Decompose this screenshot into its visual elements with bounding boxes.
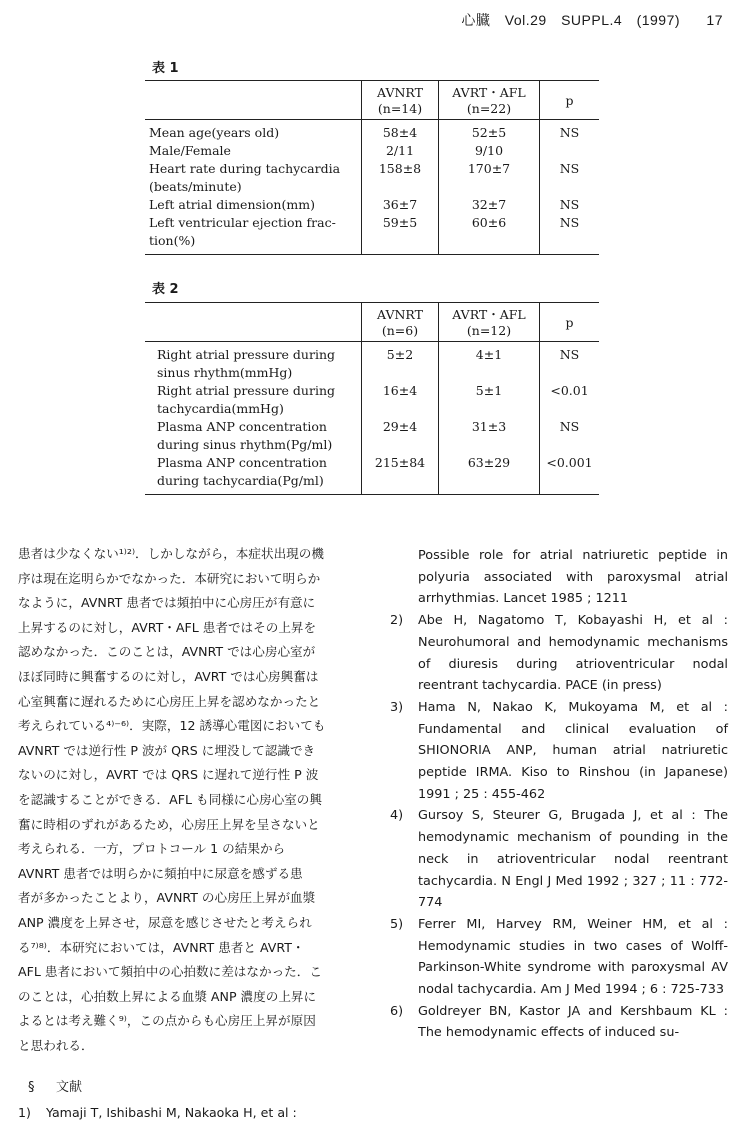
body-line: 奮に時相のずれがあるため，心房圧上昇を呈さないと xyxy=(18,816,320,832)
volume: Vol.29 xyxy=(504,12,547,28)
body-line: 心室興奮に遅れるために心房圧上昇を認めなかったと xyxy=(18,693,321,709)
row-label: Mean age(years old) xyxy=(149,125,280,140)
cell-avnrt: 36±7 xyxy=(362,196,439,214)
year: (1997) xyxy=(636,12,681,28)
body-line: 患者は少なくない¹⁾²⁾．しかしながら，本症状出現の機 xyxy=(18,546,324,561)
table1 xyxy=(145,80,599,255)
table1-header-row xyxy=(145,81,599,120)
cell-p: NS xyxy=(540,342,600,383)
body-line: 考えられる．一方，プロトコール 1 の結果から xyxy=(18,841,286,857)
table2-col-avrt-afl: AVRT・AFL (n=12) xyxy=(439,303,540,342)
body-line: のことは，心拍数上昇による血漿 ANP 濃度の上昇に xyxy=(18,988,317,1004)
table1-col-avrt-afl: AVRT・AFL (n=22) xyxy=(439,81,540,120)
cell-p xyxy=(540,142,600,160)
cell-avrt: 60±6 xyxy=(439,214,540,255)
row-label: Plasma ANP concentration during sinus rhythm(Pg/ml) xyxy=(157,419,333,452)
table1-header-blank xyxy=(145,81,362,120)
body-line: 上昇するのに対し，AVRT・AFL 患者ではその上昇を xyxy=(18,619,317,635)
cell-p: NS xyxy=(540,120,600,143)
cell-avrt: 52±5 xyxy=(439,120,540,143)
table-row xyxy=(145,342,599,383)
running-header xyxy=(451,10,723,30)
reference-item: 6) Goldreyer BN, Kastor JA and Kershbaum KL : The hemodynamic effects of induced su- xyxy=(390,1003,728,1041)
cell-avrt: 4±1 xyxy=(439,342,540,383)
reference-item: 4) Gursoy S, Steurer G, Brugada J, et al : The hemodynamic mechanism of pounding in the neck in atrioventricular nodal reentrant tachycardia. N Engl J Med 1992 ; 327 ; 11 : 772-774 xyxy=(390,808,728,911)
cell-avrt: 170±7 xyxy=(439,160,540,196)
table1-col-avnrt: AVNRT (n=14) xyxy=(362,81,439,120)
cell-avrt: 32±7 xyxy=(439,196,540,214)
table2-label: 表 2 xyxy=(152,282,179,297)
cell-p: NS xyxy=(540,160,600,196)
body-line: よるとは考え難く⁹⁾，この点からも心房圧上昇が原因 xyxy=(18,1013,316,1029)
body-line: AFL 患者において頻拍中の心拍数に差はなかった．こ xyxy=(18,964,322,980)
table-row xyxy=(145,418,599,454)
journal-name: 心臓 xyxy=(461,12,491,28)
cell-p: NS xyxy=(540,418,600,454)
cell-avnrt: 29±4 xyxy=(362,418,439,454)
page-number: 17 xyxy=(706,12,723,28)
cell-avnrt: 16±4 xyxy=(362,382,439,418)
body-line: 認めなかった．このことは，AVNRT では心房心室が xyxy=(18,644,316,660)
body-line: 序は現在迄明らかでなかった．本研究において明らか xyxy=(18,570,321,586)
row-label: Plasma ANP concentration during tachycardia(Pg/ml) xyxy=(145,454,362,495)
table2-header-row xyxy=(145,303,599,342)
reference-item: 3) Hama N, Nakao K, Mukoyama M, et al : Fundamental and clinical evaluation of SHIONORIA ANP, human atrial natriuretic peptide IRMA. Kiso to Rinshou (in Japanese) 1991 ; 25 : 455-462 xyxy=(390,699,728,802)
cell-p: <0.001 xyxy=(540,454,600,495)
supplement: SUPPL.4 xyxy=(561,12,623,28)
table-row xyxy=(145,160,599,196)
body-line: なように，AVNRT 患者では頻拍中に心房圧が有意に xyxy=(18,595,316,611)
cell-p: NS xyxy=(540,214,600,255)
body-line: と思われる． xyxy=(18,1037,94,1053)
body-line: AVNRT 患者では明らかに頻拍中に尿意を感ずる患 xyxy=(18,865,303,881)
cell-avnrt: 2/11 xyxy=(362,142,439,160)
references-right xyxy=(390,545,728,1044)
reference-item: 5) Ferrer MI, Harvey RM, Weiner HM, et al : Hemodynamic studies in two cases of Wolff-Parkinson-White syndrome with paroxysmal AV nodal tachycardia. Am J Med 1994 ; 6 : 725-733 xyxy=(390,916,728,998)
row-label: Left atrial dimension(mm) xyxy=(149,197,315,212)
table1-col-p: p xyxy=(540,81,600,120)
body-line: る⁷⁾⁸⁾．本研究においては，AVNRT 患者と AVRT・ xyxy=(18,939,305,955)
body-line: ANP 濃度を上昇させ，尿意を感じさせたと考えられ xyxy=(18,914,312,930)
body-line: 考えられている⁴⁾⁻⁶⁾．実際，12 誘導心電図においても xyxy=(18,718,326,734)
table-row xyxy=(145,454,599,495)
body-line: を認識することができる．AFL も同様に心房心室の興 xyxy=(18,791,322,807)
row-label: Right atrial pressure during sinus rhythm(mmHg) xyxy=(157,347,336,380)
reference-item: 1) Yamaji T, Ishibashi M, Nakaoka H, et al : xyxy=(18,1105,297,1121)
cell-avnrt: 215±84 xyxy=(362,454,439,495)
cell-avnrt: 158±8 xyxy=(362,160,439,196)
row-label: Male/Female xyxy=(149,143,231,158)
reference-item: 2) Abe H, Nagatomo T, Kobayashi H, et al : Neurohumoral and hemodynamic mechanisms of diuresis during atrioventricular nodal reentrant tachycardia. PACE (in press) xyxy=(390,613,728,694)
references-heading: § 文献 xyxy=(28,1080,83,1096)
row-label: Right atrial pressure during tachycardia(mmHg) xyxy=(157,383,336,416)
table1-label: 表 1 xyxy=(152,61,179,76)
cell-avrt: 5±1 xyxy=(439,382,540,418)
reference-item: Possible role for atrial natriuretic peptide in polyuria associated with paroxysmal atrial arrhythmias. Lancet 1985 ; 1211 xyxy=(418,548,728,607)
cell-p: <0.01 xyxy=(540,382,600,418)
table-row xyxy=(145,214,599,255)
row-label: Left ventricular ejection frac- tion(%) xyxy=(145,214,362,255)
body-text-left xyxy=(18,542,366,1126)
body-line: 者が多かったことより，AVNRT の心房圧上昇が血漿 xyxy=(18,890,316,906)
cell-avrt: 9/10 xyxy=(439,142,540,160)
row-label: Heart rate during tachycardia (beats/minute) xyxy=(149,161,341,194)
table-row xyxy=(145,382,599,418)
table2 xyxy=(145,302,599,495)
cell-avnrt: 58±4 xyxy=(362,120,439,143)
cell-avrt: 31±3 xyxy=(439,418,540,454)
body-line: AVNRT では逆行性 P 波が QRS に埋没して認識でき xyxy=(18,742,316,758)
cell-avnrt: 5±2 xyxy=(362,342,439,383)
cell-avrt: 63±29 xyxy=(439,454,540,495)
table-row xyxy=(145,120,599,143)
table2-col-avnrt: AVNRT (n=6) xyxy=(362,303,439,342)
table-row xyxy=(145,142,599,160)
table-row xyxy=(145,196,599,214)
body-line: ほぼ同時に興奮するのに対し，AVRT では心房興奮は xyxy=(18,668,319,684)
table2-header-blank xyxy=(145,303,362,342)
cell-avnrt: 59±5 xyxy=(362,214,439,255)
table2-col-p: p xyxy=(540,303,600,342)
body-line: ないのに対し，AVRT では QRS に遅れて逆行性 P 波 xyxy=(18,767,319,783)
cell-p: NS xyxy=(540,196,600,214)
